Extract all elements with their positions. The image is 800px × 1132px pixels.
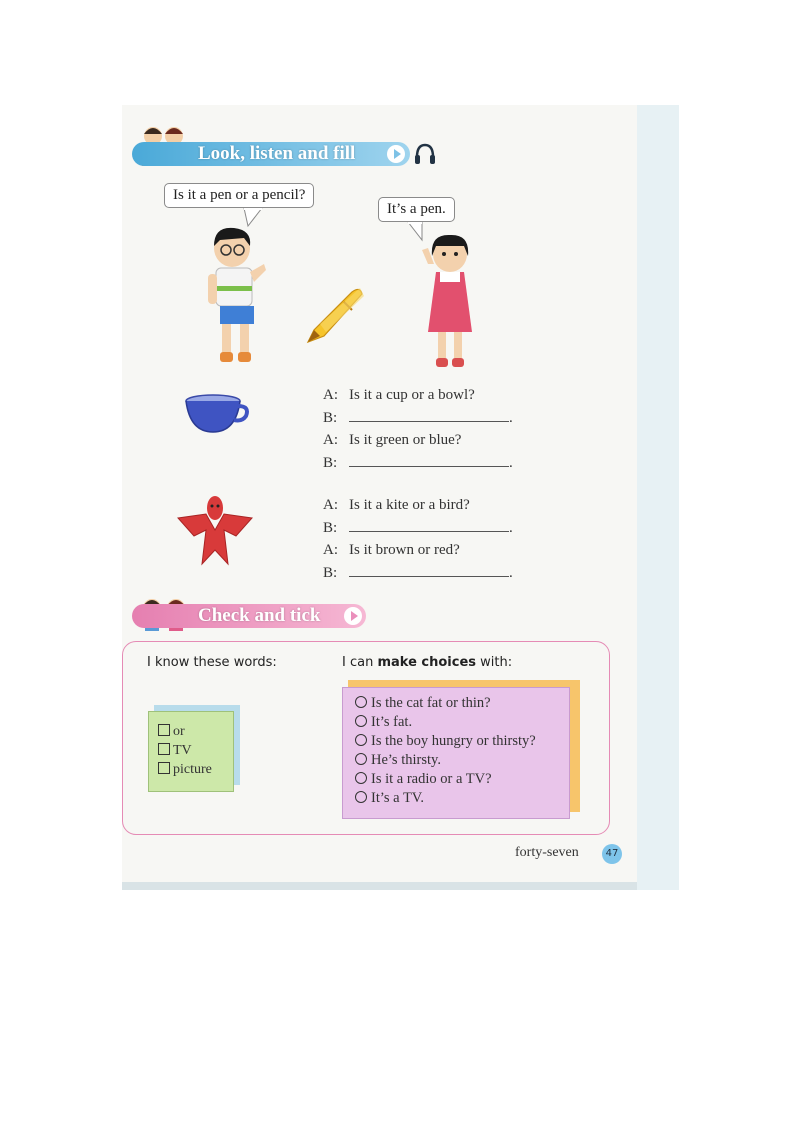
girl-speech-bubble: It’s a pen.: [378, 197, 455, 222]
answer-blank[interactable]: [349, 452, 509, 467]
dialogue-line: B: .: [323, 517, 513, 540]
dialogue-line: B: .: [323, 452, 513, 475]
page-word: forty-seven: [515, 845, 579, 860]
page-edge-right: [637, 105, 679, 890]
boy-speech-bubble: Is it a pen or a pencil?: [164, 183, 314, 208]
dialogue-line: A: Is it a cup or a bowl?: [323, 387, 475, 403]
choice-option[interactable]: Is it a radio or a TV?: [355, 771, 492, 788]
word-checkbox[interactable]: or: [158, 724, 185, 740]
choices-label: I can make choices with:: [342, 655, 513, 670]
boy-illustration: [206, 224, 272, 368]
checkbox-icon[interactable]: [158, 724, 170, 736]
dialogue-line: B: .: [323, 407, 513, 430]
choice-option[interactable]: Is the boy hungry or thirsty?: [355, 733, 536, 750]
headphones-icon: [414, 142, 436, 166]
section-title: Look, listen and fill: [198, 143, 356, 164]
girl-illustration: [420, 232, 478, 370]
radio-circle-icon[interactable]: [355, 715, 367, 727]
words-label: I know these words:: [147, 655, 277, 670]
checkbox-icon[interactable]: [158, 762, 170, 774]
section-title: Check and tick: [198, 605, 321, 626]
answer-blank[interactable]: [349, 407, 509, 422]
word-checkbox[interactable]: TV: [158, 743, 192, 759]
word-checkbox[interactable]: picture: [158, 762, 212, 778]
pen-illustration: [300, 284, 368, 350]
radio-circle-icon[interactable]: [355, 791, 367, 803]
arrow-right-icon: [387, 145, 405, 163]
dialogue-line: A: Is it brown or red?: [323, 542, 460, 558]
arrow-right-icon: [344, 607, 362, 625]
page-edge-bottom: [122, 882, 637, 890]
answer-blank[interactable]: [349, 562, 509, 577]
kite-illustration: [176, 494, 254, 566]
dialogue-line: A: Is it a kite or a bird?: [323, 497, 470, 513]
dialogue-cup: [323, 384, 513, 474]
radio-circle-icon[interactable]: [355, 772, 367, 784]
dialogue-kite: [323, 494, 513, 584]
choice-option[interactable]: It’s a TV.: [355, 790, 424, 807]
look-listen-fill-banner: [132, 142, 410, 166]
choice-option[interactable]: Is the cat fat or thin?: [355, 695, 491, 712]
page-number: 47: [602, 844, 622, 864]
dialogue-line: A: Is it green or blue?: [323, 432, 462, 448]
answer-blank[interactable]: [349, 517, 509, 532]
choice-option[interactable]: He’s thirsty.: [355, 752, 441, 769]
dialogue-line: B: .: [323, 562, 513, 585]
checkbox-icon[interactable]: [158, 743, 170, 755]
radio-circle-icon[interactable]: [355, 753, 367, 765]
choice-option[interactable]: It’s fat.: [355, 714, 412, 731]
radio-circle-icon[interactable]: [355, 696, 367, 708]
cup-illustration: [184, 394, 250, 436]
check-and-tick-banner: [132, 604, 366, 628]
radio-circle-icon[interactable]: [355, 734, 367, 746]
